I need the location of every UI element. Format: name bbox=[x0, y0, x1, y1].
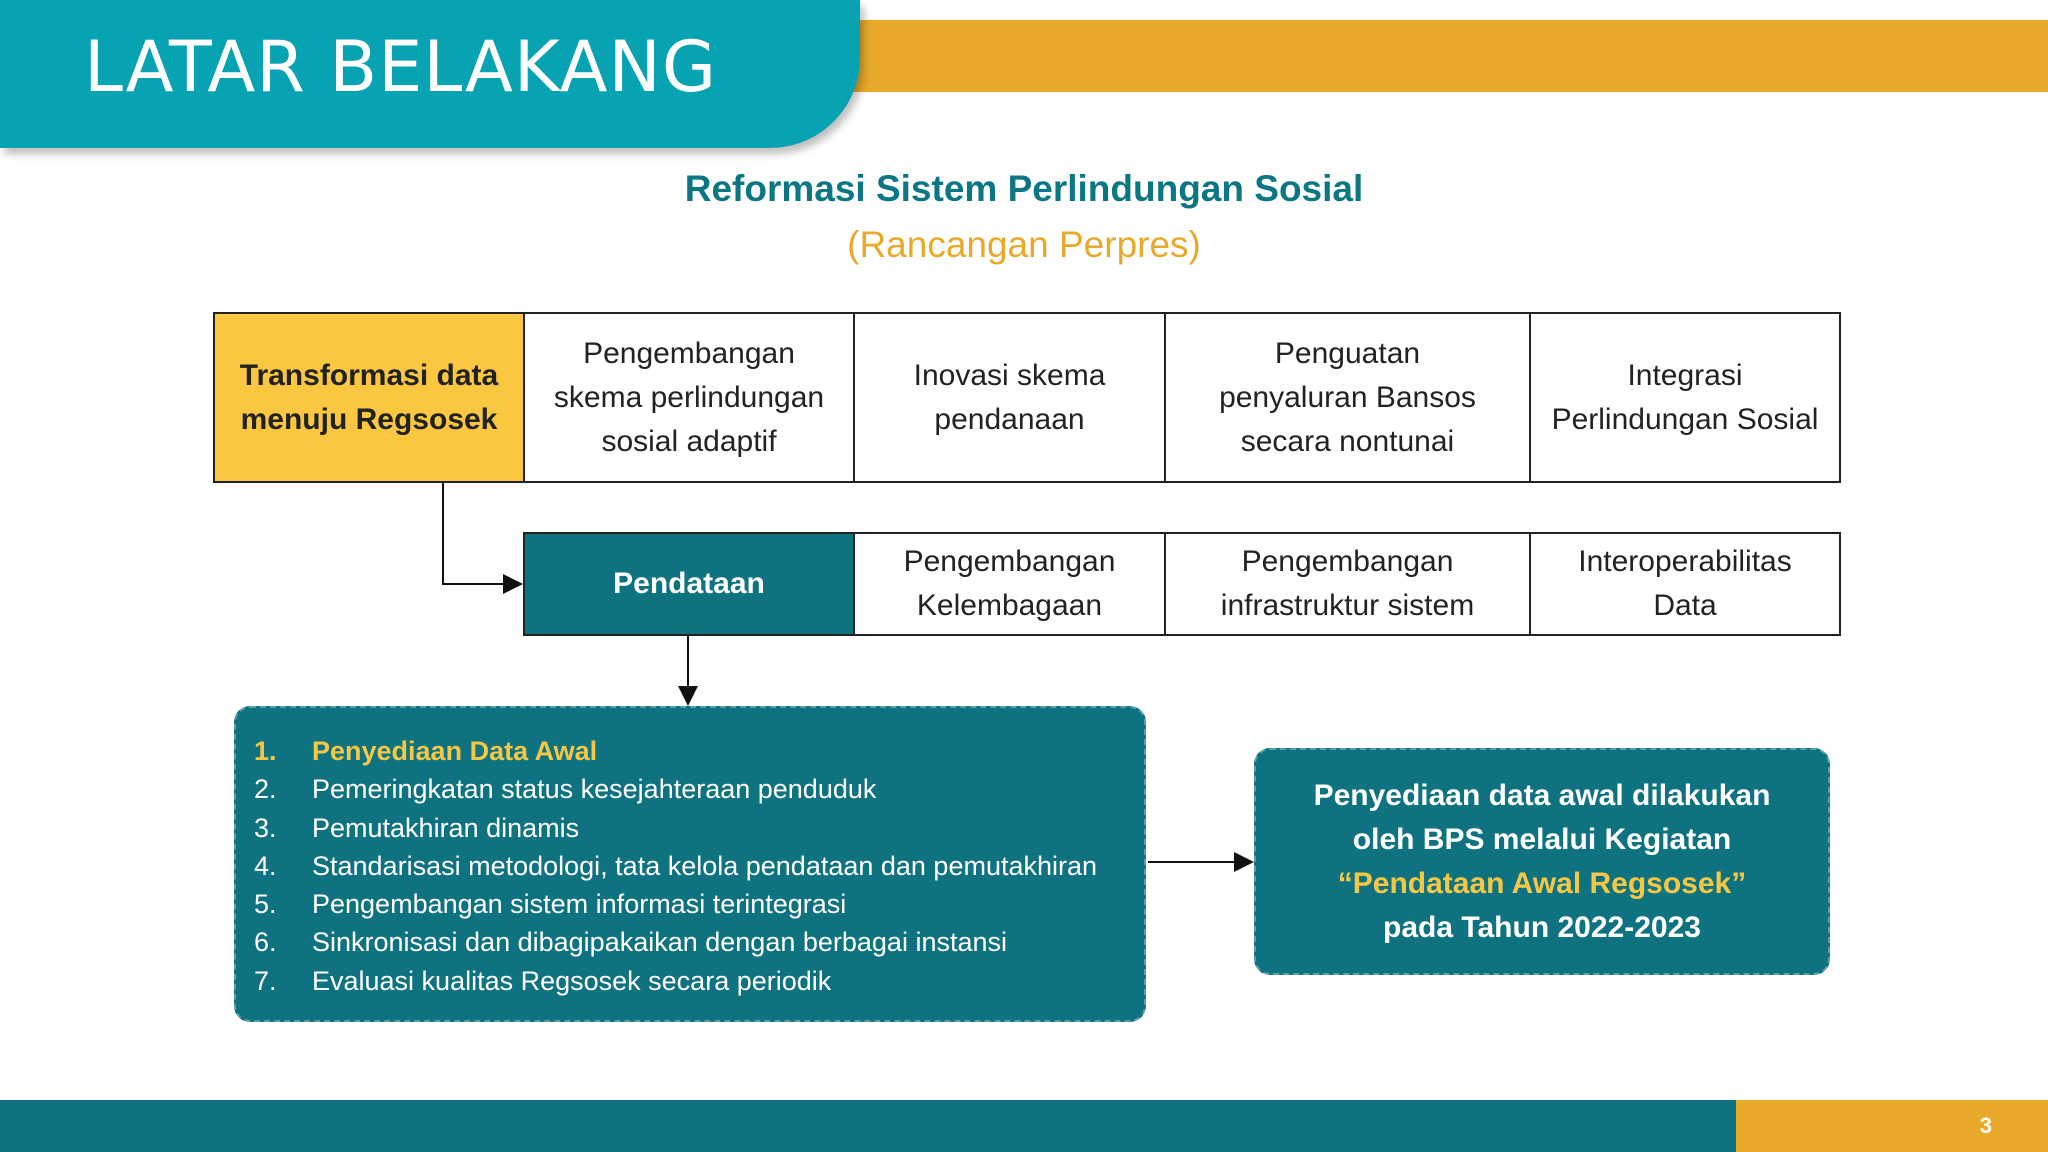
info-highlight: “Pendataan Awal Regsosek” bbox=[1337, 866, 1747, 900]
list-item: 3. Pemutakhiran dinamis bbox=[254, 812, 580, 843]
box-inovasi-skema: Inovasi skema pendanaan bbox=[853, 312, 1166, 483]
list-item: 4. Standarisasi metodologi, tata kelola pendataan dan pemutakhiran bbox=[254, 850, 1098, 881]
info-line: oleh BPS melalui Kegiatan bbox=[1352, 822, 1732, 856]
list-item: 6. Sinkronisasi dan dibagipakaikan dengan berbagai instansi bbox=[254, 927, 1007, 958]
slide-title: LATAR BELAKANG bbox=[84, 26, 718, 108]
box-penguatan-penyaluran: Penguatan penyaluran Bansos secara nontunai bbox=[1164, 312, 1531, 483]
info-line: pada Tahun 2022-2023 bbox=[1383, 910, 1701, 944]
diagram-subheading: (Rancangan Perpres) bbox=[847, 224, 1201, 265]
list-item: 5. Pengembangan sistem informasi terintegrasi bbox=[254, 889, 847, 920]
diagram-heading: Reformasi Sistem Perlindungan Sosial bbox=[684, 168, 1364, 209]
box-pendataan: Pendataan bbox=[523, 532, 855, 636]
info-line: Penyediaan data awal dilakukan bbox=[1313, 778, 1771, 812]
list-item: 2. Pemeringkatan status kesejahteraan penduduk bbox=[254, 774, 877, 805]
page-number: 3 bbox=[1979, 1113, 1992, 1138]
page-number-box bbox=[1736, 1100, 2048, 1152]
box-integrasi: Integrasi Perlindungan Sosial bbox=[1529, 312, 1841, 483]
list-item: 1. Penyediaan Data Awal bbox=[254, 736, 598, 766]
pendataan-list-box bbox=[234, 706, 1146, 1022]
box-kelembagaan: Pengembangan Kelembagaan bbox=[853, 532, 1166, 636]
arrow-transformasi-to-pendataan bbox=[443, 483, 521, 584]
box-interoperabilitas: Interoperabilitas Data bbox=[1529, 532, 1841, 636]
box-infrastruktur: Pengembangan infrastruktur sistem bbox=[1164, 532, 1531, 636]
box-transformasi-data: Transformasi data menuju Regsosek bbox=[213, 312, 525, 483]
box-skema-perlindungan: Pengembangan skema perlindungan sosial adaptif bbox=[523, 312, 855, 483]
info-box bbox=[1254, 748, 1830, 975]
list-item: 7. Evaluasi kualitas Regsosek secara periodik bbox=[254, 965, 832, 996]
footer-bar bbox=[0, 1100, 1736, 1152]
